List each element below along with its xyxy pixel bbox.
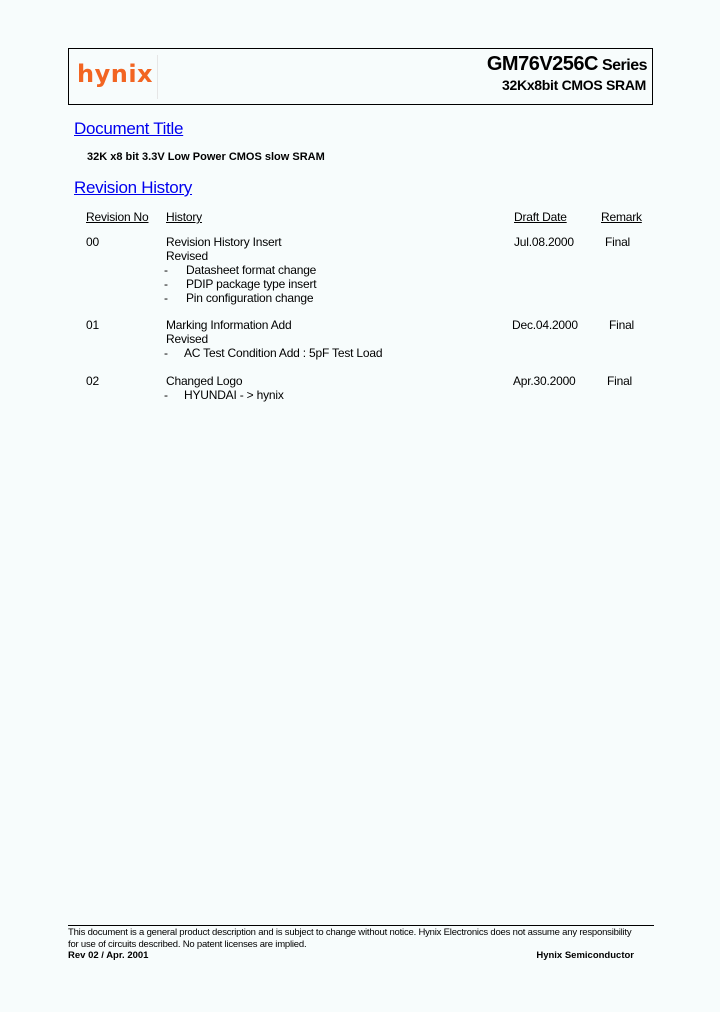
draft-date: Apr.30.2000 [513, 374, 576, 388]
draft-date: Jul.08.2000 [514, 235, 574, 249]
logo-separator [157, 55, 158, 99]
bullet-dash: - [164, 346, 168, 360]
header-box [68, 48, 653, 105]
revision-number: 01 [86, 318, 99, 332]
part-number: GM76V256C [486, 53, 598, 75]
history-line: Revised [166, 332, 208, 346]
disclaimer-line-2: for use of circuits described. No patent licenses are implied. [68, 938, 307, 950]
column-header-revision-no: Revision No [86, 210, 149, 224]
revision-number: 00 [86, 235, 99, 249]
history-bullet-item: Pin configuration change [186, 291, 314, 305]
draft-date: Dec.04.2000 [512, 318, 578, 332]
history-line: Changed Logo [166, 374, 243, 388]
history-bullet-item: AC Test Condition Add : 5pF Test Load [184, 346, 383, 360]
revision-number: 02 [86, 374, 99, 388]
bullet-dash: - [164, 277, 168, 291]
footer-divider [68, 925, 654, 926]
bullet-dash: - [164, 388, 168, 402]
column-header-draft-date: Draft Date [514, 210, 567, 224]
revision-history-heading[interactable]: Revision History [74, 178, 193, 197]
column-header-history: History [166, 210, 202, 224]
column-header-remark: Remark [601, 210, 642, 224]
hynix-logo: hynix [77, 60, 154, 88]
history-bullet-item: Datasheet format change [186, 263, 317, 277]
bullet-dash: - [164, 263, 168, 277]
history-bullet-item: PDIP package type insert [186, 277, 317, 291]
bullet-dash: - [164, 291, 168, 305]
series-label: Series [601, 57, 647, 74]
document-title-heading[interactable]: Document Title [74, 119, 184, 138]
product-subtitle: 32Kx8bit CMOS SRAM [502, 77, 646, 93]
footer-company: Hynix Semiconductor [536, 950, 634, 961]
history-bullet-item: HYUNDAI - > hynix [184, 388, 284, 402]
series-title [487, 53, 647, 76]
disclaimer-line-1: This document is a general product description and is subject to change without notice. Hynix Electronics does not assume any responsibility [68, 927, 632, 938]
remark: Final [609, 318, 635, 332]
document-title-text: 32K x8 bit 3.3V Low Power CMOS slow SRAM [87, 151, 325, 163]
history-line: Revised [166, 249, 208, 263]
remark: Final [607, 374, 633, 388]
footer-revision: Rev 02 / Apr. 2001 [68, 950, 149, 961]
history-line: Marking Information Add [166, 318, 292, 332]
footer-disclaimer [68, 927, 658, 950]
history-line: Revision History Insert [166, 235, 282, 249]
remark: Final [605, 235, 631, 249]
